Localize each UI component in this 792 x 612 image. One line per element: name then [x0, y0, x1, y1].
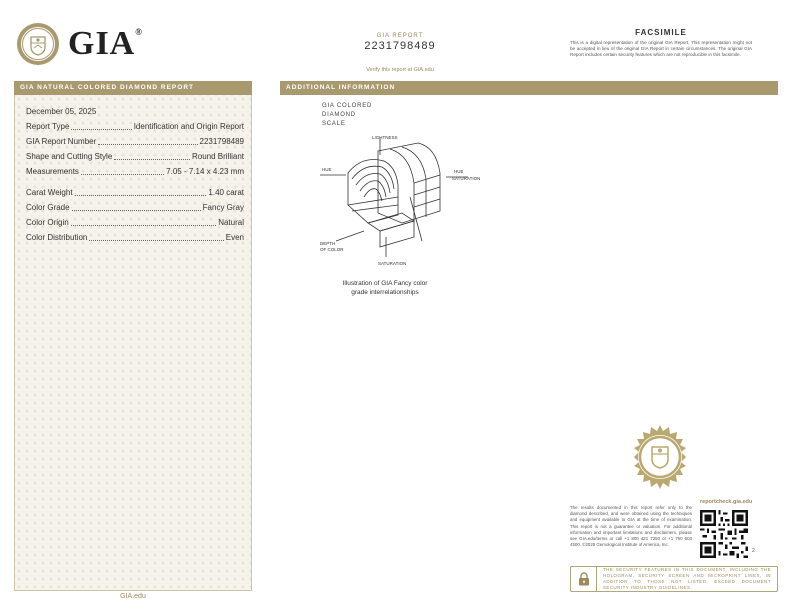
lock-icon [571, 567, 597, 591]
color-scale-diagram [318, 133, 488, 273]
page-number: 2 [752, 548, 755, 554]
label-hue-right: HUE [454, 169, 464, 174]
right-section-title: ADDITIONAL INFORMATION [280, 81, 778, 95]
left-section-title: GIA NATURAL COLORED DIAMOND REPORT [14, 81, 252, 95]
label-saturation-right: SATURATION [452, 176, 481, 181]
label-hue-left: HUE [322, 167, 332, 172]
detail-row: Carat Weight 1.40 carat [26, 185, 244, 200]
verify-link[interactable]: Verify this report at GIA.edu [366, 67, 434, 73]
gia-edu-link[interactable]: GIA.edu [120, 593, 146, 600]
detail-row: Shape and Cutting Style Round Brilliant [26, 149, 244, 164]
report-label: GIA REPORT [376, 33, 424, 39]
facsimile-notice [570, 28, 752, 58]
diagram-caption: Illustration of GIA Fancy color grade interrelationships [342, 280, 428, 296]
report-date: December 05, 2025 [26, 107, 97, 116]
facsimile-title: FACSIMILE [635, 28, 687, 37]
detail-row: Color Grade Fancy Gray [26, 200, 244, 215]
qr-code[interactable] [700, 510, 748, 558]
gia-logo [16, 22, 143, 66]
label-of-color: OF COLOR [320, 247, 344, 252]
gia-wordmark: GIA® [68, 25, 143, 62]
label-saturation-bottom: SATURATION [378, 261, 407, 266]
label-depth: DEPTH [320, 241, 336, 246]
label-lightness: LIGHTNESS [372, 135, 398, 140]
detail-row: Color Distribution Even [26, 230, 244, 245]
detail-row: GIA Report Number 2231798489 [26, 134, 244, 149]
report-details [26, 104, 244, 245]
security-text: THE SECURITY FEATURES IN THIS DOCUMENT, INCLUDING THE HOLOGRAM, SECURITY SCREEN AND MICROPRINT LINES, IN ADDITION TO THOSE NOT LISTED, EXCEED DOCUMENT SECURITY INDUSTRY GUIDELINES. [603, 567, 771, 590]
report-number: 2231798489 [364, 40, 436, 52]
scale-label: GIA COLORED DIAMOND SCALE [322, 103, 373, 127]
detail-row: Color Origin Natural [26, 215, 244, 230]
detail-row: Measurements 7.05 - 7.14 x 4.23 mm [26, 164, 244, 179]
security-strip [570, 566, 778, 592]
disclaimer-text: The results documented in this report refer only to the diamond described, and were obtained using the techniques and equipment available to GIA at the time of examination. This report is not a guarantee or valuation. For additional information and important limitations and disclaimers, please see GIA.edu/terms or call +1 800 421 7250 or +1 760 603 4500. ©2025 Gemological Institute of America, Inc. [570, 505, 692, 548]
report-check-link[interactable]: reportcheck.gia.edu [700, 499, 753, 505]
gia-seal-icon [16, 22, 60, 66]
report-header [340, 33, 460, 52]
gia-seal-icon [628, 425, 692, 489]
detail-row: Report Type Identification and Origin Report [26, 119, 244, 134]
facsimile-text: This is a digital representation of the original GIA Report. This representation might not be accepted in lieu of the original GIA Report in certain circumstances. The original GIA Report includes certain security features which are not reproducible in this facsimile. [570, 40, 752, 57]
